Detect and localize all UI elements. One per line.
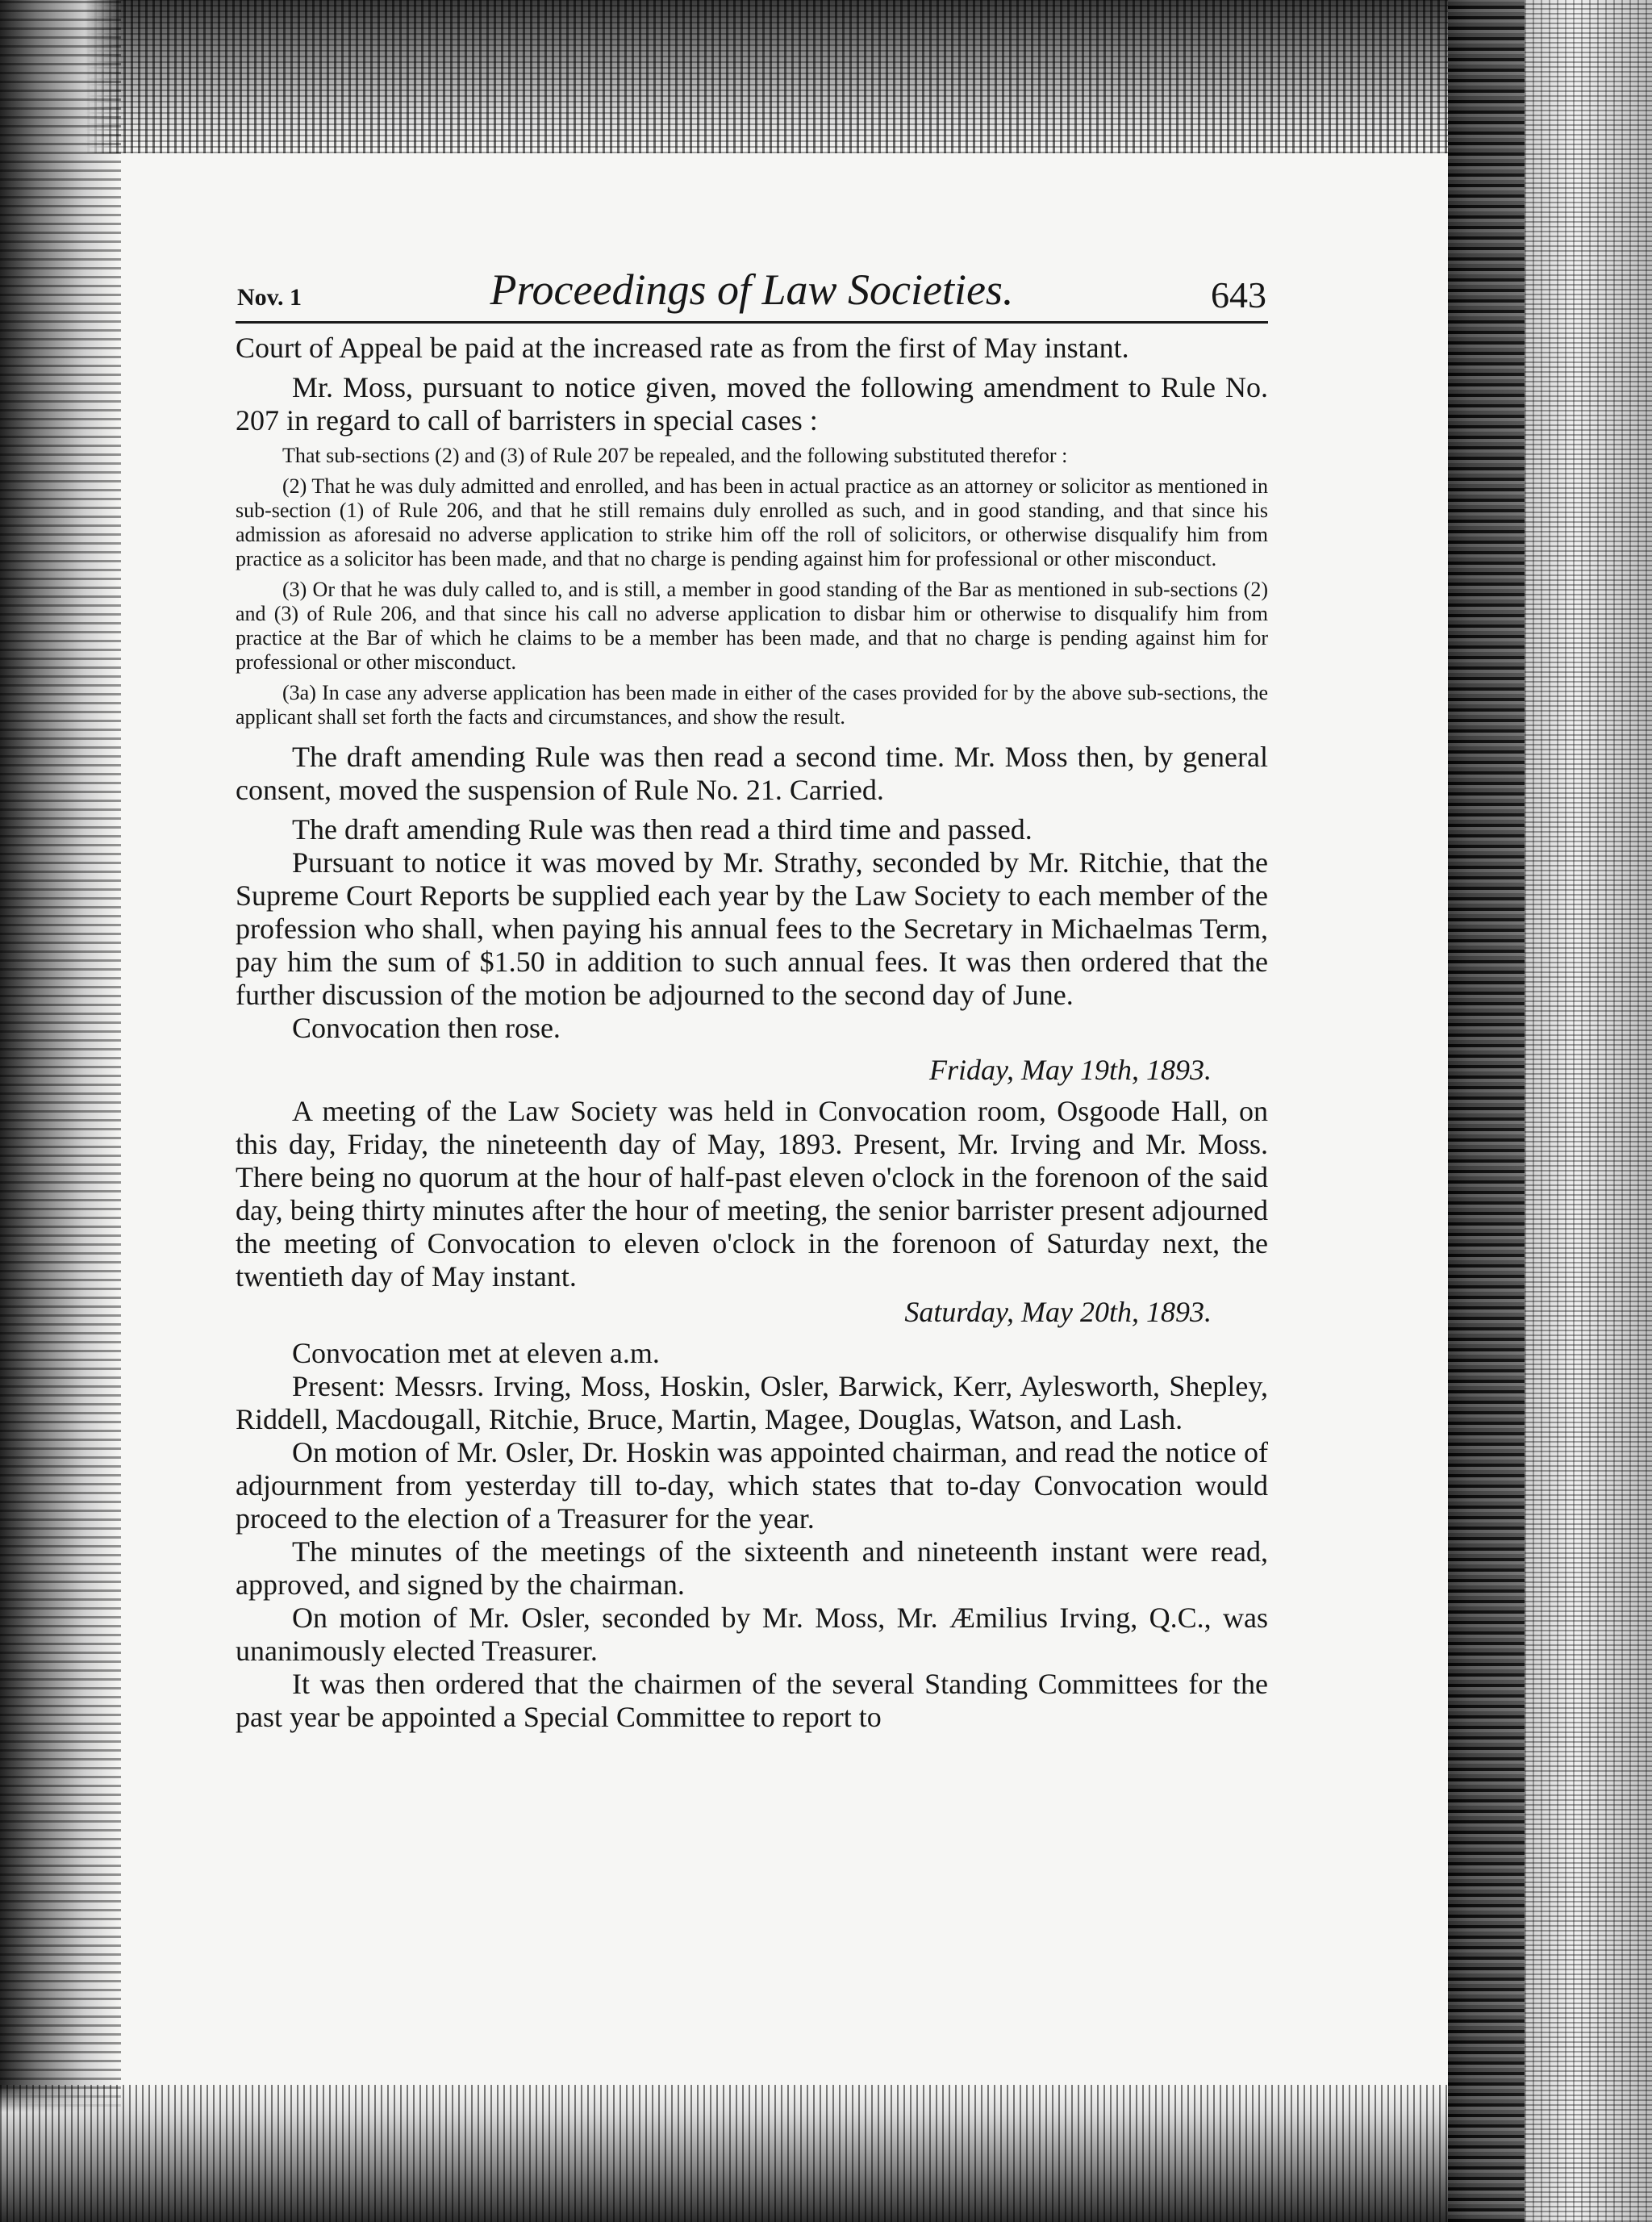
paragraph: Court of Appeal be paid at the increased rate as from the first of May instant. xyxy=(236,332,1129,364)
amendment-subsection: (3) Or that he was duly called to, and is still, a member in good standing of the Bar as mentioned in sub-sections (2) and (3) of Rule 206, and that since his call no adverse application to disbar him or otherwise to disqualify him from practice at the Bar of which he claims to be a member has been made, and that no charge is pending against him for professional or other misconduct. xyxy=(236,578,1268,674)
paragraph: Present: Messrs. Irving, Moss, Hoskin, Osler, Barwick, Kerr, Aylesworth, Shepley, Riddell, Macdougall, Ritchie, Bruce, Martin, Magee, Douglas, Watson, and Lash. xyxy=(236,1370,1268,1435)
amendment-text: That sub-sections (2) and (3) of Rule 207 be repealed, and the following substituted therefor : xyxy=(282,444,1068,467)
page-number: 643 xyxy=(1211,274,1266,315)
paragraph: On motion of Mr. Osler, seconded by Mr. Moss, Mr. Æmilius Irving, Q.C., was unanimously elected Treasurer. xyxy=(236,1602,1268,1667)
paragraph: Mr. Moss, pursuant to notice given, moved the following amendment to Rule No. 207 in regard to call of barristers in special cases : xyxy=(236,371,1268,436)
book-spine-edge xyxy=(1448,0,1525,2222)
page-body xyxy=(236,258,1268,1734)
header-title: Proceedings of Law Societies. xyxy=(490,265,1014,314)
section-date: Saturday, May 20th, 1893. xyxy=(904,1296,1212,1328)
paragraph: The minutes of the meetings of the sixteenth and nineteenth instant were read, approved, and signed by the chairman. xyxy=(236,1535,1268,1601)
page-stack-edge xyxy=(1525,0,1652,2222)
paragraph: A meeting of the Law Society was held in Convocation room, Osgoode Hall, on this day, Friday, the nineteenth day of May, 1893. Present, Mr. Irving and Mr. Moss. There being no quorum at the hour of half-past eleven o'clock in the forenoon of the said day, being thirty minutes after the hour of meeting, the senior barrister present adjourned the meeting of Convocation to eleven o'clock in the forenoon of Saturday next, the twentieth day of May instant. xyxy=(236,1095,1268,1293)
scan-border-bottom xyxy=(0,2085,1652,2222)
paragraph: It was then ordered that the chairmen of the several Standing Committees for the past year be appointed a Special Committee to report to xyxy=(236,1668,1268,1733)
amendment-subsection: (3a) In case any adverse application has been made in either of the cases provided for by the above sub-sections, the applicant shall set forth the facts and circumstances, and show the result. xyxy=(236,681,1268,729)
section-date: Friday, May 19th, 1893. xyxy=(929,1054,1212,1086)
paragraph: On motion of Mr. Osler, Dr. Hoskin was appointed chairman, and read the notice of adjournment from yesterday till to-day, which states that to-day Convocation would proceed to the election of a Treasurer for the year. xyxy=(236,1436,1268,1535)
running-header xyxy=(236,258,1268,324)
paragraph: Convocation then rose. xyxy=(292,1012,561,1044)
paragraph: The draft amending Rule was then read a third time and passed. xyxy=(292,813,1032,846)
paragraph: The draft amending Rule was then read a second time. Mr. Moss then, by general consent, moved the suspension of Rule No. 21. Carried. xyxy=(236,741,1268,806)
scan-border-top xyxy=(0,0,1652,153)
scan-border-left xyxy=(0,0,121,2222)
paragraph: Convocation met at eleven a.m. xyxy=(292,1337,660,1369)
amendment-subsection: (2) That he was duly admitted and enrolled, and has been in actual practice as an attorney or solicitor as mentioned in sub-section (1) of Rule 206, and that he still remains duly enrolled as such, and in good standing, and that since his admission as aforesaid no adverse application to strike him off the roll of solicitors, or otherwise disqualify him from practice as a solicitor has been made, and that no charge is pending against him for professional or other misconduct. xyxy=(236,474,1268,570)
header-date: Nov. 1 xyxy=(237,284,302,311)
paragraph: Pursuant to notice it was moved by Mr. Strathy, seconded by Mr. Ritchie, that the Supreme Court Reports be supplied each year by the Law Society to each member of the profession who shall, when paying his annual fees to the Secretary in Michaelmas Term, pay him the sum of $1.50 in addition to such annual fees. It was then ordered that the further discussion of the motion be adjourned to the second day of June. xyxy=(236,846,1268,1011)
